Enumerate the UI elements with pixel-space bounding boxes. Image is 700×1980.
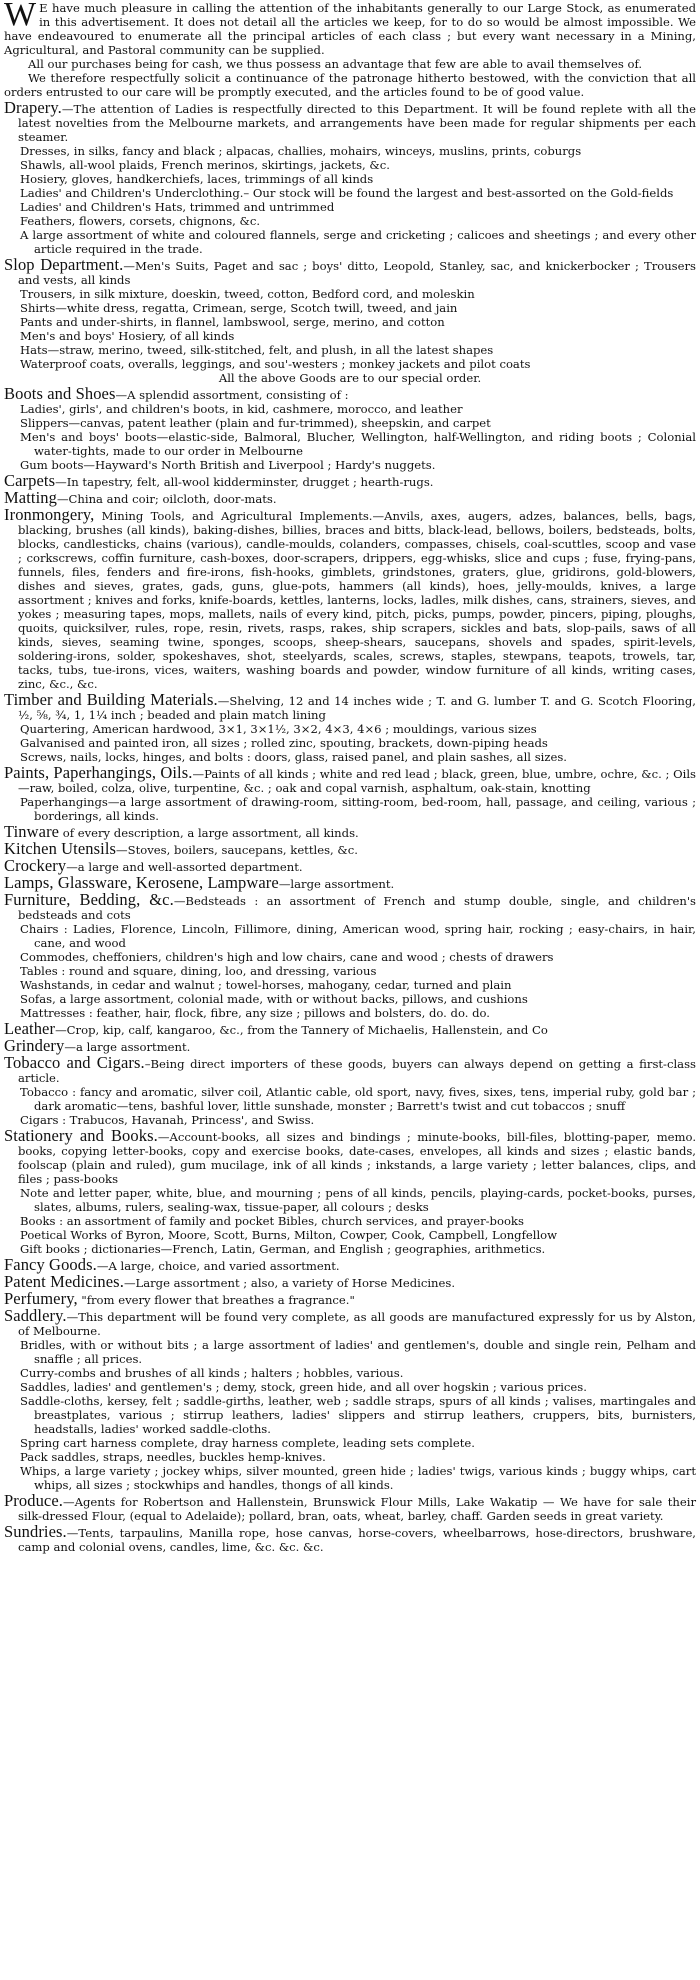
section-text: –Being direct importers of these goods, buyers can always depend on getting a first-class article. <box>18 1057 696 1085</box>
section-lead <box>4 255 696 287</box>
section-heading: Slop Department. <box>4 255 124 274</box>
section-line: Chairs : Ladies, Florence, Lincoln, Fillimore, dining, American wood, spring hair, rocking ; easy-chairs, in hair, cane, and wood <box>20 922 696 950</box>
section-line: Waterproof coats, overalls, leggings, and sou'-westers ; monkey jackets and pilot coats <box>20 357 531 371</box>
section-text: —Bedsteads : an assortment of French and stump double, single, and children's bedsteads and cots <box>18 894 696 922</box>
section <box>4 488 696 507</box>
section-text: —Stoves, boilers, saucepans, kettles, &c. <box>116 843 358 857</box>
section <box>4 505 696 691</box>
section-text: —large assortment. <box>278 877 395 891</box>
section-note: All the above Goods are to our special order. <box>218 371 482 385</box>
section-line: Men's and boys' Hosiery, of all kinds <box>20 329 235 343</box>
section-line: Gift books ; dictionaries—French, Latin, German, and English ; geographies, arithmetics. <box>20 1242 546 1256</box>
section-heading: Carpets <box>4 471 56 490</box>
section <box>4 1053 696 1127</box>
section-text: —Account-books, all sizes and bindings ; minute-books, bill-files, blotting-paper, memo. books, copying letter-books, copy and exercise books, date-cases, envelopes, all kinds and sizes ; elastic bands, foolscap (plain and ruled), gum mucilage, ink of all kinds ; inkstands, a large variety ; letter balances, clips, and files ; pass-books <box>18 1130 697 1186</box>
section-text: —A large, choice, and varied assortment. <box>96 1259 340 1273</box>
section <box>4 255 696 385</box>
sections <box>4 98 697 1554</box>
section-line: Galvanised and painted iron, all sizes ; rolled zinc, spouting, brackets, down-piping heads <box>20 736 548 750</box>
section-lead <box>4 384 696 403</box>
section <box>4 822 696 841</box>
section <box>4 1522 696 1554</box>
section-line: Saddles, ladies' and gentlemen's ; demy, stock, green hide, and all over hogskin ; various prices. <box>20 1380 587 1394</box>
section-line: Ladies' and Children's Underclothing.– Our stock will be found the largest and best-assorted on the Gold-fields <box>20 186 674 200</box>
section-line: Feathers, flowers, corsets, chignons, &c. <box>20 214 261 228</box>
section-line: Slippers—canvas, patent leather (plain and fur-trimmed), sheepskin, and carpet <box>20 416 491 430</box>
section-lead <box>4 822 696 841</box>
section <box>4 1491 696 1523</box>
section-lead <box>4 1491 696 1523</box>
section-lead <box>4 488 696 507</box>
section-heading: Paints, Paperhangings, Oils. <box>4 763 193 782</box>
section-text: of every description, a large assortment, all kinds. <box>59 826 359 840</box>
section <box>4 690 696 764</box>
section-heading: Matting <box>4 488 57 507</box>
section-text: —This department will be found very complete, as all goods are manufactured expressly for us by Alston, of Melbourne. <box>18 1310 696 1338</box>
section-line: Spring cart harness complete, dray harness complete, leading sets complete. <box>20 1436 475 1450</box>
section <box>4 1306 696 1492</box>
section-line: Gum boots—Hayward's North British and Liverpool ; Hardy's nuggets. <box>20 458 436 472</box>
section-text: —The attention of Ladies is respectfully directed to this Department. It will be found replete with all the latest novelties from the Melbourne markets, and arrangements have been made for regular shipments per each steamer. <box>18 102 696 144</box>
section-line: Shirts—white dress, regatta, Crimean, serge, Scotch twill, tweed, and jain <box>20 301 458 315</box>
section-heading: Patent Medicines. <box>4 1272 124 1291</box>
section-lead <box>4 98 696 144</box>
section-line: Tobacco : fancy and aromatic, silver coil, Atlantic cable, old sport, navy, fives, sixes, tens, imperial ruby, gold bar ; dark aromatic—tens, bashful lover, little sunshade, monster ; Barrett's twist and cut tobaccos ; snuff <box>20 1085 696 1113</box>
section-text: —a large assortment. <box>64 1040 191 1054</box>
section-heading: Ironmongery, <box>4 505 95 524</box>
section <box>4 1272 696 1291</box>
section-text: —Paints of all kinds ; white and red lead ; black, green, blue, umbre, ochre, &c. ; Oils—raw, boiled, colza, olive, turpentine, &c. ; oak and copal varnish, asphaltum, oak-stain, knotting <box>18 767 696 795</box>
section <box>4 890 696 1020</box>
section-line: Screws, nails, locks, hinges, and bolts : doors, glass, raised panel, and plain sashes, all sizes. <box>20 750 567 764</box>
section-lead <box>4 471 696 490</box>
section-line: Paperhangings—a large assortment of drawing-room, sitting-room, bed-room, hall, passage, and ceiling, various ; borderings, all kinds. <box>20 795 696 823</box>
section-line: Bridles, with or without bits ; a large assortment of ladies' and gentlemen's, double and single rein, Pelham and snaffle ; all prices. <box>20 1338 696 1366</box>
section-text: —China and coir; oilcloth, door-mats. <box>56 492 277 506</box>
section-heading: Boots and Shoes <box>4 384 116 403</box>
section-lead <box>4 1036 696 1055</box>
section-text: —a large and well-assorted department. <box>66 860 303 874</box>
section-heading: Stationery and Books. <box>4 1126 158 1145</box>
section-line: Cigars : Trabucos, Havanah, Princess', and Swiss. <box>20 1113 315 1127</box>
section-lead <box>4 1272 696 1291</box>
section-text: Mining Tools, and Agricultural Implements.—Anvils, axes, augers, adzes, balances, bells, bags, blacking, brushes (all kinds), baking-dishes, billies, braces and bitts, black-lead, bellows, boilers, bedsteads, bolts, blocks, candlesticks, chains (various), candle-moulds, colanders, compasses, chisels, coal-scuttles, scoop and vase ; corkscrews, coffin furniture, cash-boxes, door-scrapers, drippers, egg-whisks, slice and cups ; fuse, frying-pans, funnels, files, fenders and fire-irons, fish-hooks, gimblets, grindstones, graters, glue, gridirons, gold-blowers, dishes and sieves, grates, gads, guns, glue-pots, hammers (all kinds), hoes, jelly-moulds, knives, a large assortment ; knives and forks, knife-boards, kettles, lanterns, locks, ladles, milk dishes, cans, strainers, sieves, and yokes ; measuring tapes, mops, mallets, nails of every kind, pitch, picks, pumps, powder, pincers, piping, ploughs, quoits, quicksilver, rules, rope, resin, rivets, rasps, rakes, ship scrapers, sickles and bats, slop-pails, saws of all kinds, sieves, seaming twine, sponges, scoops, sheep-shears, saucepans, shovels and spades, spirit-levels, soldering-irons, solder, spokeshaves, shot, steelyards, scales, screws, staples, stewpans, teapots, trowels, tar, tacks, tubs, tue-irons, vices, waiters, washing boards and powder, window furniture of all kinds, writing cases, zinc, &c., &c. <box>18 509 696 691</box>
section-text: —Shelving, 12 and 14 inches wide ; T. and G. lumber T. and G. Scotch Flooring, ½, ⅝, ¾, 1, 1¼ inch ; beaded and plain match lining <box>18 694 696 722</box>
section <box>4 471 696 490</box>
intro-paragraph: All our purchases being for cash, we thus possess an advantage that few are able to avail themselves of. <box>28 57 643 71</box>
intro-paragraph <box>4 1 696 57</box>
section-lead <box>4 839 696 858</box>
section-heading: Grindery <box>4 1036 65 1055</box>
section-line: Poetical Works of Byron, Moore, Scott, Burns, Milton, Cowper, Cook, Campbell, Longfellow <box>20 1228 558 1242</box>
section-line: Whips, a large variety ; jockey whips, silver mounted, green hide ; ladies' twigs, various kinds ; buggy whips, cart whips, all sizes ; stockwhips and handles, thongs of all kinds. <box>20 1464 696 1492</box>
section-line: Quartering, American hardwood, 3×1, 3×1½, 3×2, 4×3, 4×6 ; mouldings, various sizes <box>20 722 537 736</box>
section-text: —Tents, tarpaulins, Manilla rope, hose canvas, horse-covers, wheelbarrows, hose-directors, brushware, camp and colonial ovens, candles, lime, &c. &c. &c. <box>18 1526 696 1554</box>
section <box>4 873 696 892</box>
section-text: —Men's Suits, Paget and sac ; boys' ditto, Leopold, Stanley, sac, and knickerbocker ; Trousers and vests, all kinds <box>18 259 696 287</box>
section-heading: Crockery <box>4 856 67 875</box>
section <box>4 763 696 823</box>
section-line: Curry-combs and brushes of all kinds ; halters ; hobbles, various. <box>20 1366 404 1380</box>
section-heading: Tobacco and Cigars. <box>4 1053 145 1072</box>
section-heading: Produce. <box>4 1491 63 1510</box>
section-line: Mattresses : feather, hair, flock, fibre, any size ; pillows and bolsters, do. do. do. <box>20 1006 490 1020</box>
section-line: Dresses, in silks, fancy and black ; alpacas, challies, mohairs, winceys, muslins, prints, coburgs <box>20 144 582 158</box>
section-line: Washstands, in cedar and walnut ; towel-horses, mahogany, cedar, turned and plain <box>20 978 512 992</box>
section-heading: Furniture, Bedding, &c. <box>4 890 174 909</box>
section-text: —Large assortment ; also, a variety of Horse Medicines. <box>123 1276 455 1290</box>
section-lead <box>4 856 696 875</box>
section-heading: Drapery. <box>4 98 62 117</box>
section <box>4 839 696 858</box>
section-lead <box>4 1289 696 1308</box>
section-line: A large assortment of white and coloured flannels, serge and cricketing ; calicoes and sheetings ; and every other article required in the trade. <box>20 228 696 256</box>
section-heading: Perfumery, <box>4 1289 78 1308</box>
section-line: Hats—straw, merino, tweed, silk-stitched, felt, and plush, in all the latest shapes <box>20 343 494 357</box>
section-heading: Sundries. <box>4 1522 67 1541</box>
section-lead <box>4 873 696 892</box>
section <box>4 856 696 875</box>
section-lead <box>4 890 696 922</box>
section-line: Books : an assortment of family and pocket Bibles, church services, and prayer-books <box>20 1214 524 1228</box>
section-lead <box>4 1522 696 1554</box>
intro-paragraph: We therefore respectfully solicit a continuance of the patronage hitherto bestowed, with the conviction that all orders entrusted to our care will be promptly executed, and the articles found to be of good value. <box>4 71 696 99</box>
section <box>4 1036 696 1055</box>
section-line: Saddle-cloths, kersey, felt ; saddle-girths, leather, web ; saddle straps, spurs of all kinds ; valises, martingales and breastplates, various ; stirrup leathers, ladies' slippers and stirrup leathers, cruppers, bits, burnisters, headstalls, ladies' worked saddle-cloths. <box>20 1394 696 1436</box>
section <box>4 1255 696 1274</box>
section-lead <box>4 1306 696 1338</box>
section-lead <box>4 1019 696 1038</box>
section <box>4 98 696 256</box>
section-lead <box>4 1053 696 1085</box>
section-line: Ladies', girls', and children's boots, in kid, cashmere, morocco, and leather <box>20 402 463 416</box>
drop-cap: W <box>4 0 37 33</box>
section-lead <box>4 763 696 795</box>
section-line: Sofas, a large assortment, colonial made, with or without backs, pillows, and cushions <box>20 992 528 1006</box>
section-line: Ladies' and Children's Hats, trimmed and untrimmed <box>20 200 335 214</box>
section-text: —In tapestry, felt, all-wool kidderminster, drugget ; hearth-rugs. <box>55 475 434 489</box>
section-heading: Timber and Building Materials. <box>4 690 218 709</box>
section-line: Pants and under-shirts, in flannel, lambswool, serge, merino, and cotton <box>20 315 445 329</box>
section-line: Hosiery, gloves, handkerchiefs, laces, trimmings of all kinds <box>20 172 374 186</box>
section-lead <box>4 505 696 691</box>
section-line: Trousers, in silk mixture, doeskin, tweed, cotton, Bedford cord, and moleskin <box>20 287 475 301</box>
intro <box>4 1 696 99</box>
section-lead <box>4 690 696 722</box>
section-heading: Leather <box>4 1019 56 1038</box>
section-line: Commodes, cheffoniers, children's high and low chairs, cane and wood ; chests of drawers <box>20 950 554 964</box>
intro-text: E have much pleasure in calling the attention of the inhabitants generally to our Large Stock, as enumerated in this advertisement. It does not detail all the articles we keep, for to do so would be almost impossible. We have endeavoured to enumerate all the principal articles of each class ; but every want necessary in a Mining, Agricultural, and Pastoral community can be supplied. <box>4 1 696 57</box>
section-line: Men's and boys' boots—elastic-side, Balmoral, Blucher, Wellington, half-Wellington, and riding boots ; Colonial water-tights, made to our order in Melbourne <box>20 430 696 458</box>
section-line: Pack saddles, straps, needles, buckles hemp-knives. <box>20 1450 326 1464</box>
section-heading: Tinware <box>4 822 60 841</box>
section <box>4 1126 697 1256</box>
section-lead <box>4 1126 697 1186</box>
section-lead <box>4 1255 696 1274</box>
section <box>4 1019 696 1038</box>
section-heading: Fancy Goods. <box>4 1255 97 1274</box>
section <box>4 384 696 472</box>
section-line: Note and letter paper, white, blue, and mourning ; pens of all kinds, pencils, playing-cards, pocket-books, purses, slates, albums, rulers, sealing-wax, tissue-paper, all colours ; desks <box>20 1186 696 1214</box>
section-text: —Agents for Robertson and Hallenstein, Brunswick Flour Mills, Lake Wakatip — We have for sale their silk-dressed Flour, (equal to Adelaide); pollard, bran, oats, wheat, barley, chaff. Garden seeds in great variety. <box>18 1495 696 1523</box>
section-line: Shawls, all-wool plaids, French merinos, skirtings, jackets, &c. <box>20 158 390 172</box>
section-text: "from every flower that breathes a fragrance." <box>77 1293 355 1307</box>
section-text: —Crop, kip, calf, kangaroo, &c., from the Tannery of Michaelis, Hallenstein, and Co <box>55 1023 548 1037</box>
section <box>4 1289 696 1308</box>
section-heading: Lamps, Glassware, Kerosene, Lampware <box>4 873 279 892</box>
section-line: Tables : round and square, dining, loo, and dressing, various <box>20 964 377 978</box>
section-text: —A splendid assortment, consisting of : <box>115 388 349 402</box>
section-heading: Kitchen Utensils <box>4 839 117 858</box>
section-heading: Saddlery. <box>4 1306 67 1325</box>
